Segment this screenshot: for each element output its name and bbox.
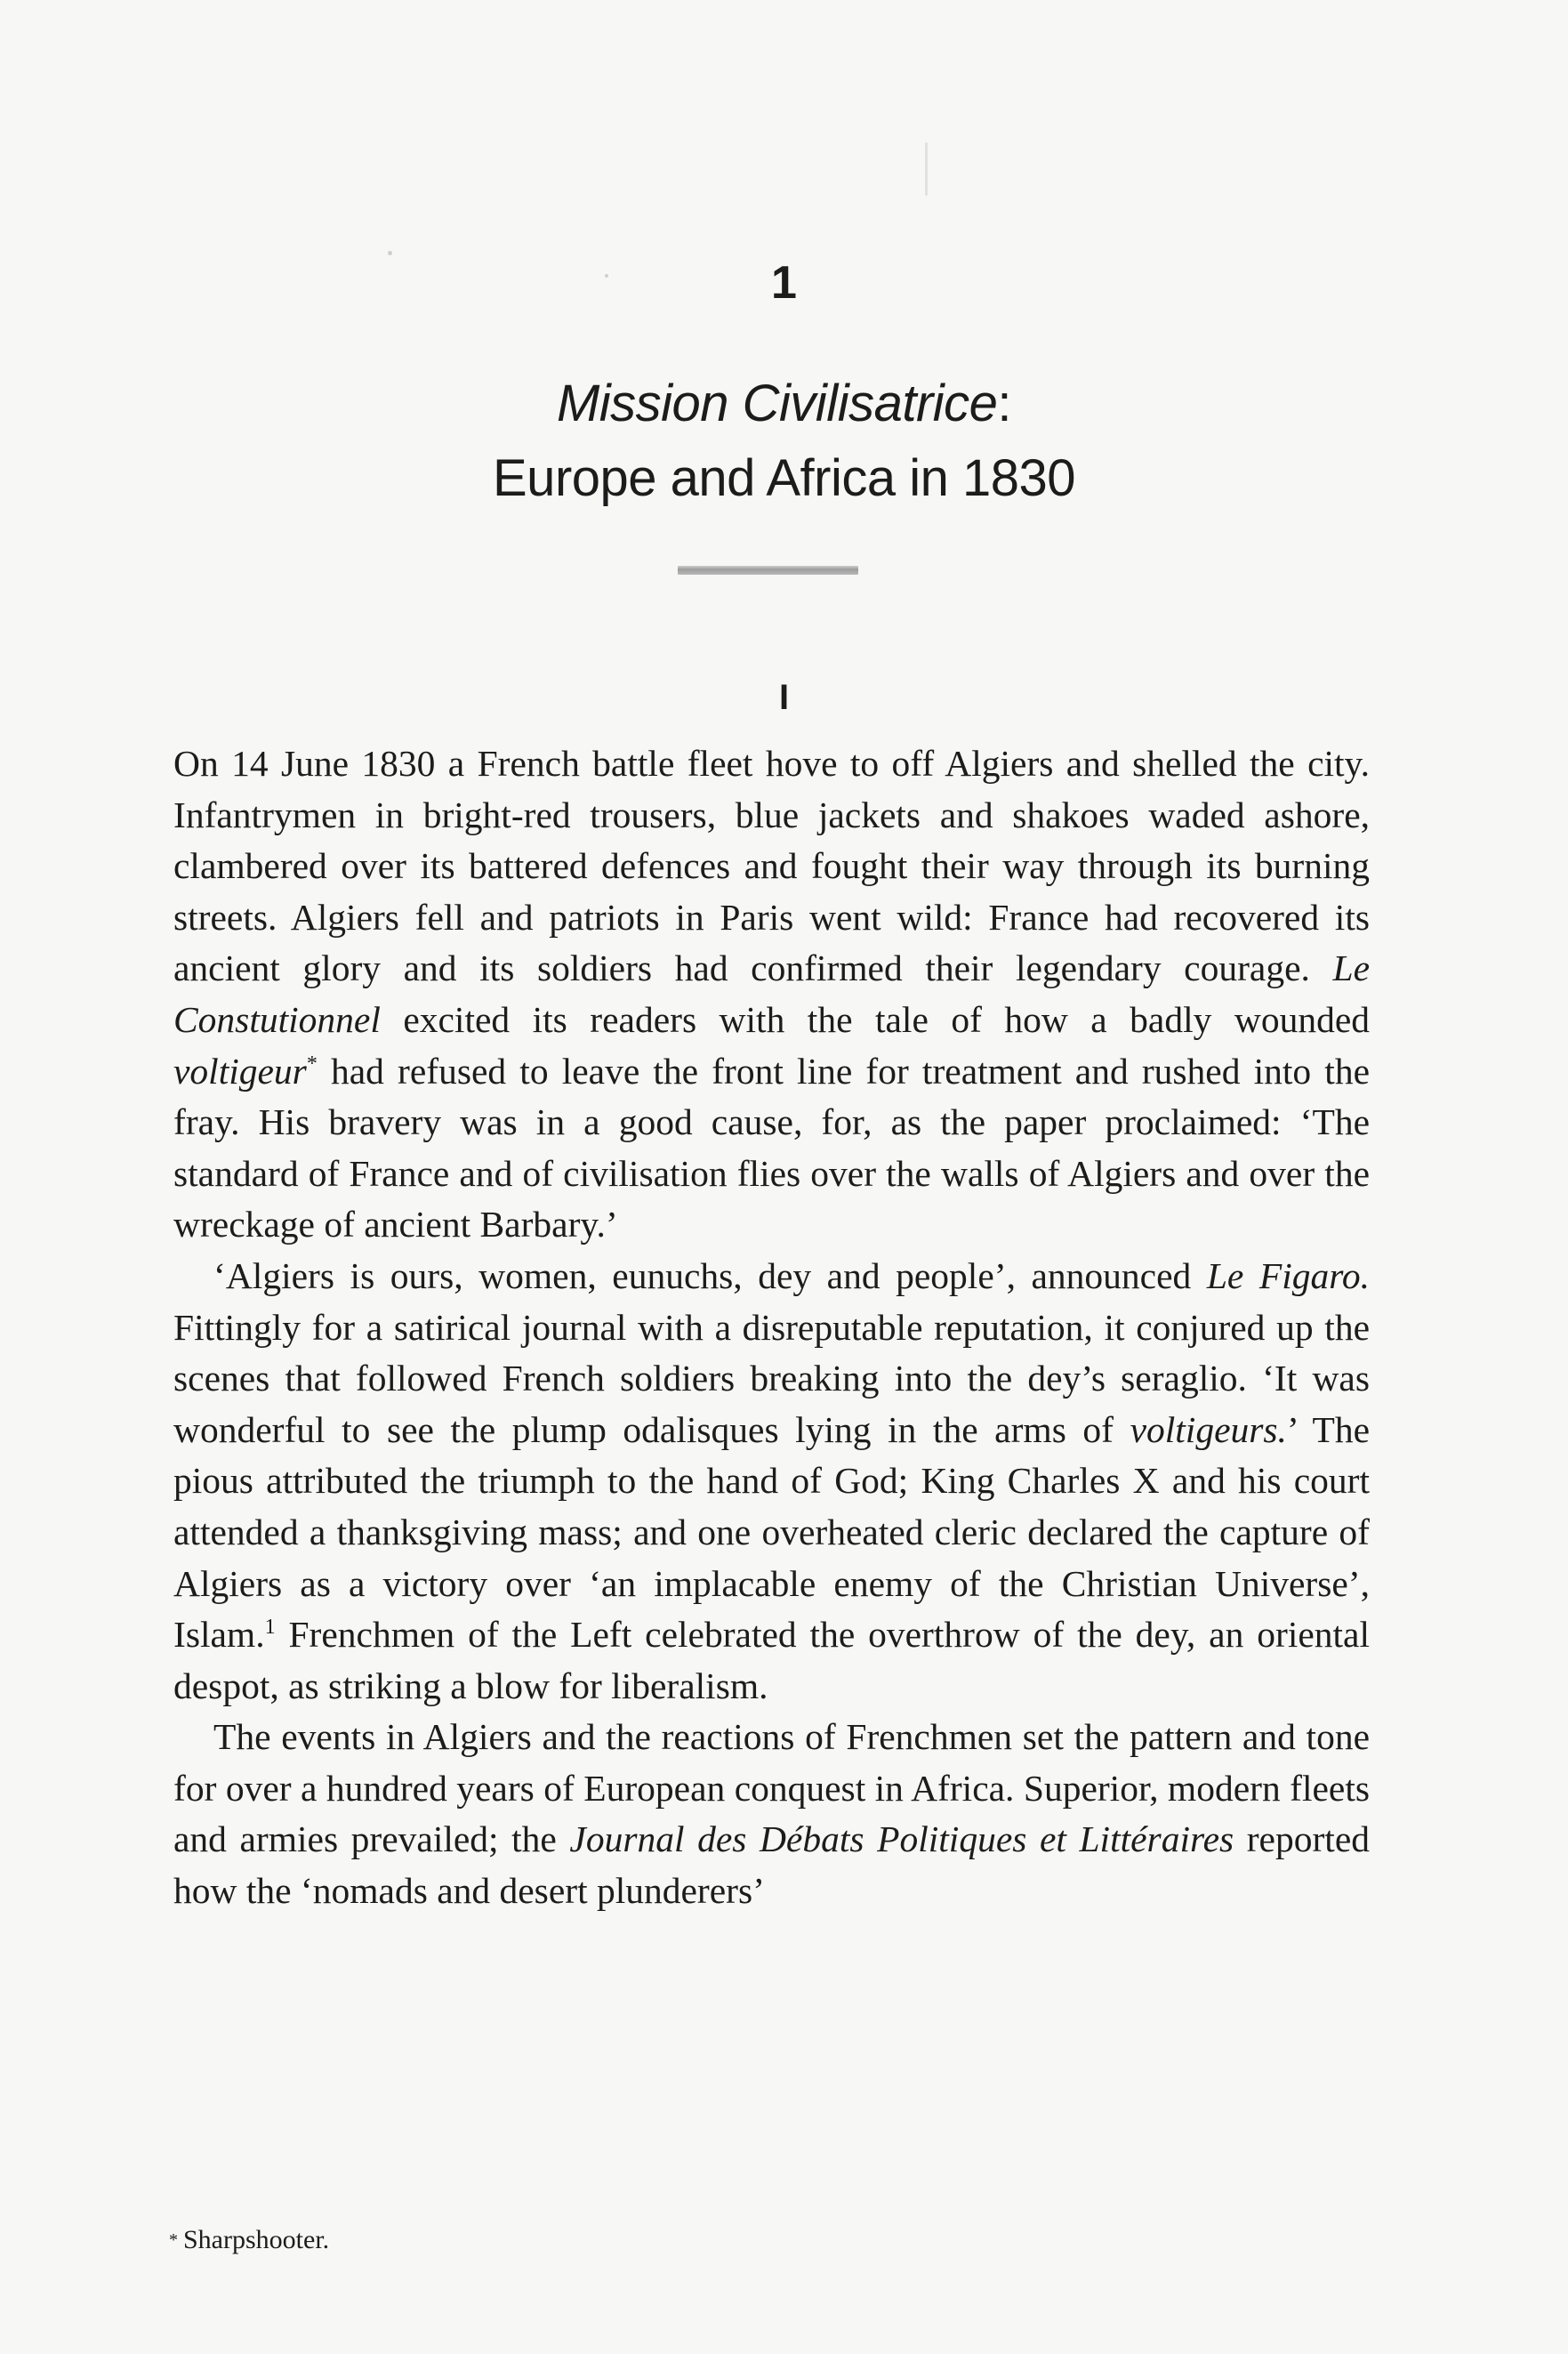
text-run: The events in Algiers and the reactions of Frenchmen set the pattern and tone for over a hundred years of European conquest in Africa. Superior, modern fleets and armies prevailed; the xyxy=(173,1716,1370,1860)
italic-text: voltigeurs. xyxy=(1130,1408,1287,1450)
text-run: ‘Algiers is ours, women, eunuchs, dey and people’, announced xyxy=(213,1254,1207,1296)
italic-text: voltigeur xyxy=(173,1050,307,1092)
chapter-title xyxy=(0,367,1568,516)
text-run: reported how the ‘nomads and desert plunderers’ xyxy=(173,1818,1370,1912)
footnote-mark: * xyxy=(169,2230,178,2250)
note-reference: 1 xyxy=(264,1616,276,1640)
italic-text: Le Figaro. xyxy=(1206,1254,1370,1296)
text-run: Fittingly for a satirical journal with a disreputable reputation, it conjured up the scenes that followed French soldiers breaking into the dey’s seraglio. ‘It was wonderful to see the plump odalisques lying in the arms of xyxy=(173,1306,1370,1450)
footnote xyxy=(169,2222,329,2258)
chapter-title-line2: Europe and Africa in 1830 xyxy=(493,449,1075,507)
italic-text: Le Constutionnel xyxy=(173,947,1370,1040)
chapter-number: 1 xyxy=(771,257,797,309)
footnote-text: Sharpshooter. xyxy=(183,2225,330,2254)
text-run: ’ The pious attributed the triumph to the hand of God; King Charles X and his court attended a thanksgiving mass; and one overheated cleric declared the capture of Algiers as a victory over ‘an implacable enemy of the Christian Universe’, Islam. xyxy=(173,1408,1370,1656)
chapter-title-colon: : xyxy=(997,375,1012,432)
chapter-title-italic: Mission Civilisatrice xyxy=(556,375,998,432)
scan-speck xyxy=(388,251,392,255)
chapter-title-line1 xyxy=(0,367,1568,441)
text-run: Frenchmen of the Left celebrated the overthrow of the dey, an oriental despot, as striking a blow for liberalism. xyxy=(173,1614,1370,1706)
text-run: had refused to leave the front line for treatment and rushed into the fray. His bravery was in a good cause, for, as the paper proclaimed: ‘The standard of France and of civilisation flies over the walls of Algiers and over the wreckage of ancient Barbary.’ xyxy=(173,1050,1370,1246)
section-number: I xyxy=(778,678,790,717)
text-run: On 14 June 1830 a French battle fleet hove to off Algiers and shelled the city. Infantrymen in bright-red trousers, blue jackets and shakoes waded ashore, clambered over its battered defences and fought their way through its burning streets. Algiers fell and patriots in Paris went wild: France had recovered its ancient glory and its soldiers had confirmed their legendary courage. xyxy=(173,743,1370,989)
note-reference: * xyxy=(306,1052,318,1076)
paragraph xyxy=(173,1251,1370,1712)
body-text xyxy=(173,738,1370,1917)
text-run: excited its readers with the tale of how a badly wounded xyxy=(380,998,1370,1040)
paragraph xyxy=(173,738,1370,1251)
italic-text: Journal des Débats Politiques et Littéraires xyxy=(569,1818,1234,1860)
scan-mark xyxy=(925,142,928,196)
title-ornament-rule xyxy=(678,566,858,575)
paragraph xyxy=(173,1712,1370,1916)
